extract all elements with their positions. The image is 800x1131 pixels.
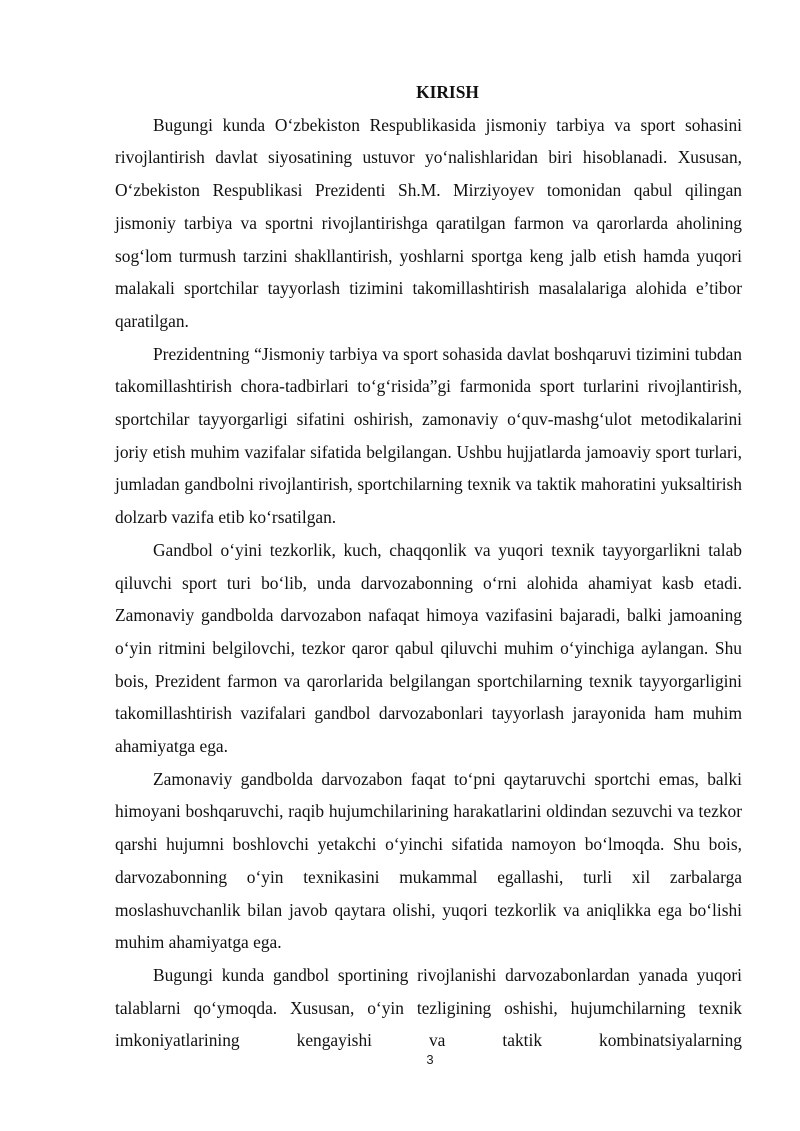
paragraph: Zamonaviy gandbolda darvozabon faqat to‘pni qaytaruvchi sportchi emas, balki himoyani boshqaruvchi, raqib hujumchilarining harakatlarini oldindan sezuvchi va tezkor qarshi hujumni boshlovchi yetakchi o‘yinchi sifatida namoyon bo‘lmoqda. Shu bois, darvozabonning o‘yin texnikasini mukammal egallashi, turli xil zarbalarga moslashuvchanlik bilan javob qaytara olishi, yuqori tezkorlik va aniqlikka ega bo‘lishi muhim ahamiyatga ega. (115, 768, 742, 953)
section-title: KIRISH (416, 82, 479, 102)
page-number: 3 (426, 1052, 434, 1067)
paragraph: Bugungi kunda gandbol sportining rivojlanishi darvozabonlardan yanada yuqori talablarni qo‘ymoqda. Xususan, o‘yin tezligining oshishi, hujumchilarning texnik imkoniyatlarining kengayishi va taktik kombinatsiyalarning (115, 964, 742, 1051)
paragraph: Bugungi kunda O‘zbekiston Respublikasida jismoniy tarbiya va sport sohasini rivojlantirish davlat siyosatining ustuvor yo‘nalishlaridan biri hisoblanadi. Xususan, O‘zbekiston Respublikasi Prezidenti Sh.M. Mirziyoyev tomonidan qabul qilingan jismoniy tarbiya va sportni rivojlantirishga qaratilgan farmon va qarorlarda aholining sog‘lom turmush tarzini shakllantirish, yoshlarni sportga keng jalb etish hamda yuqori malakali sportchilar tayyorlash tizimini takomillashtirish masalalariga alohida e’tibor qaratilgan. (115, 114, 742, 331)
page-body (115, 76, 742, 1057)
paragraph: Prezidentning “Jismoniy tarbiya va sport sohasida davlat boshqaruvi tizimini tubdan takomillashtirish chora-tadbirlari to‘g‘risida”gi farmonida sport turlarini rivojlantirish, sportchilar tayyorgarligi sifatini oshirish, zamonaviy o‘quv-mashg‘ulot metodikalarini joriy etish muhim vazifalar sifatida belgilangan. Ushbu hujjatlarda jamoaviy sport turlari, jumladan gandbolni rivojlantirish, sportchilarning texnik va taktik mahoratini yuksaltirish dolzarb vazifa etib ko‘rsatilgan. (115, 343, 742, 528)
paragraph: Gandbol o‘yini tezkorlik, kuch, chaqqonlik va yuqori texnik tayyorgarlikni talab qiluvchi sport turi bo‘lib, unda darvozabonning o‘rni alohida ahamiyat kasb etadi. Zamonaviy gandbolda darvozabon nafaqat himoya vazifasini bajaradi, balki jamoaning o‘yin ritmini belgilovchi, tezkor qaror qabul qiluvchi muhim o‘yinchiga aylangan. Shu bois, Prezident farmon va qarorlarida belgilangan sportchilarning texnik tayyorgarligini takomillashtirish vazifalari gandbol darvozabonlari tayyorlash jarayonida ham muhim ahamiyatga ega. (115, 539, 742, 757)
